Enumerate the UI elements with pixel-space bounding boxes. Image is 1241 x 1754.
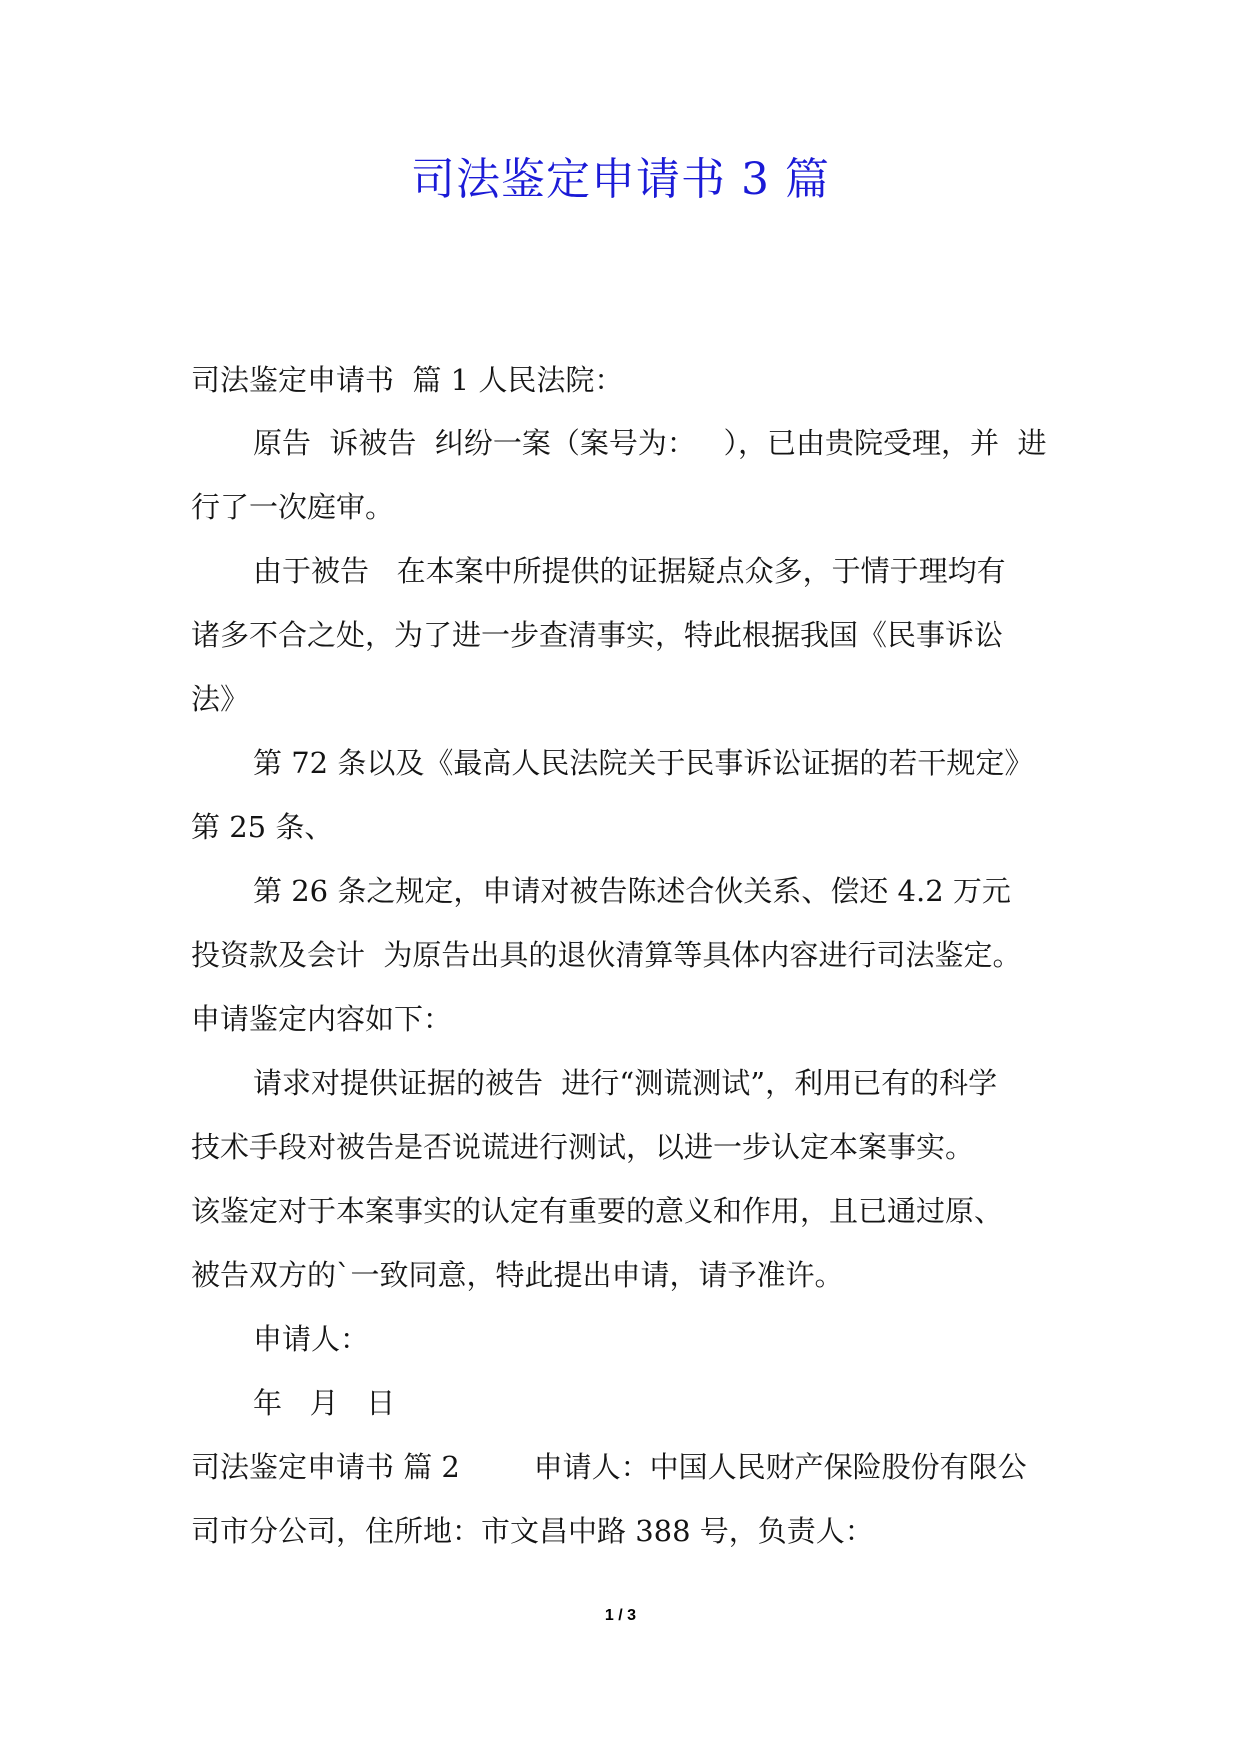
paragraph-line: 由于被告 在本案中所提供的证据疑点众多，于情于理均有 — [253, 554, 1006, 588]
paragraph-line: 该鉴定对于本案事实的认定有重要的意义和作用，且已通过原、 — [191, 1194, 1004, 1228]
paragraph-line: 行了一次庭审。 — [191, 490, 395, 524]
document-title: 司法鉴定申请书 3 篇 — [411, 154, 830, 205]
paragraph-line: 申请鉴定内容如下： — [191, 1002, 453, 1036]
paragraph-line: 原告 诉被告 纠纷一案（案号为： ），已由贵院受理，并 进 — [253, 426, 1047, 460]
paragraph-line: 请求对提供证据的被告 进行“测谎测试”，利用已有的科学 — [253, 1066, 998, 1100]
paragraph-line: 申请人： — [253, 1322, 370, 1356]
paragraph-line: 第 26 条之规定，申请对被告陈述合伙关系、偿还 4.2 万元 — [253, 874, 1011, 908]
paragraph-line: 第 25 条、 — [191, 810, 334, 844]
paragraph-line: 诸多不合之处，为了进一步查清事实，特此根据我国《民事诉讼 — [191, 618, 1004, 652]
paragraph-line: 司法鉴定申请书 篇 1 人民法院： — [191, 363, 624, 397]
paragraph-line: 技术手段对被告是否说谎进行测试，以进一步认定本案事实。 — [191, 1130, 975, 1164]
paragraph-line: 第 72 条以及《最高人民法院关于民事诉讼证据的若干规定》 — [253, 746, 1034, 780]
paragraph-line: 年 月 日 — [253, 1386, 396, 1420]
paragraph-line: 司市分公司，住所地：市文昌中路 388 号，负责人： — [191, 1514, 874, 1548]
paragraph-line: 被告双方的`一致同意，特此提出申请，请予准许。 — [191, 1258, 844, 1292]
page-indicator: 1 / 3 — [604, 1607, 637, 1624]
paragraph-line: 法》 — [191, 682, 250, 716]
paragraph-line: 投资款及会计 为原告出具的退伙清算等具体内容进行司法鉴定。 — [191, 938, 1022, 972]
paragraph-line: 司法鉴定申请书 篇 2 申请人：中国人民财产保险股份有限公 — [191, 1450, 1027, 1484]
